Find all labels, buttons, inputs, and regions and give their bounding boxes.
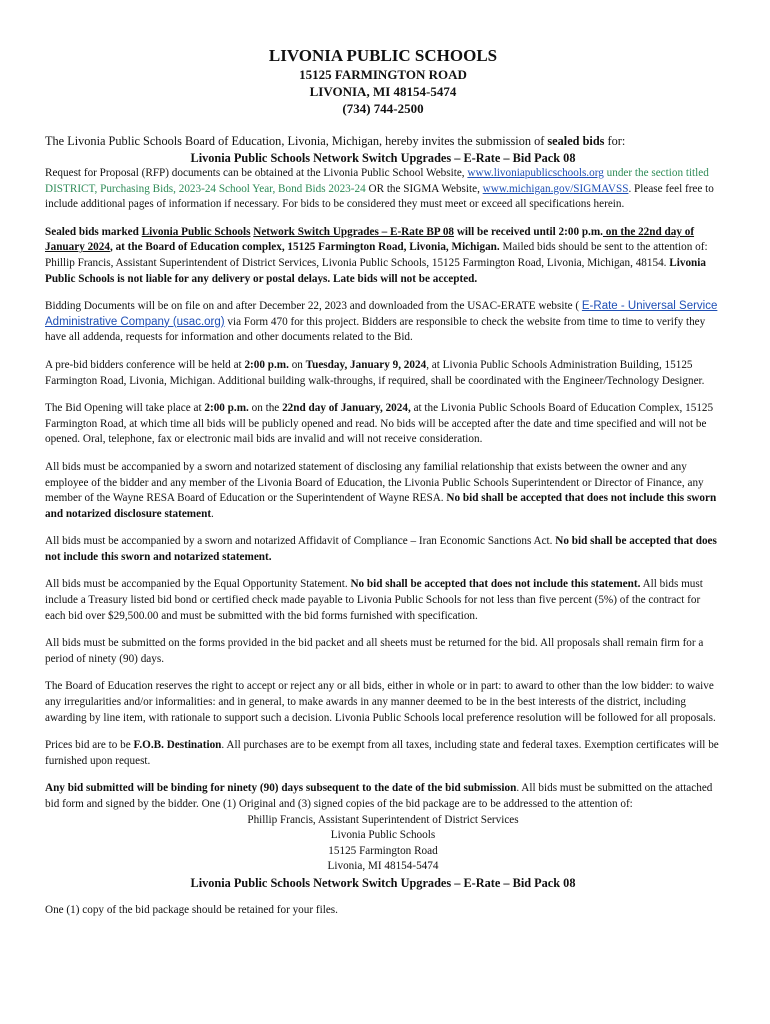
org-street: 15125 FARMINGTON ROAD (299, 67, 467, 82)
invitation-paragraph: The Livonia Public Schools Board of Education, Livonia, Michigan, hereby invites the submission of sealed bids for: (45, 134, 626, 148)
submission-address (45, 813, 721, 875)
prices-paragraph: Prices bid are to be F.O.B. Destination. All purchases are to be exempt from all taxes, including state and federal taxes. Exemption certificates will be furnished upon request. (45, 739, 719, 767)
equal-opportunity-paragraph: All bids must be accompanied by the Equal Opportunity Statement. No bid shall be accepted that does not include this statement. All bids must include a Treasury listed bid bond or certified check made payable to Livonia Public Schools for not less than five percent (5%) of the contract for each bid over $29,500.00 and must be submitted with the bid forms furnished with specification. (45, 578, 703, 622)
iran-sanctions-paragraph: All bids must be accompanied by a sworn and notarized Affidavit of Compliance – Iran Economic Sanctions Act. No bid shall be accepted that does not include this sworn and notarized statement. (45, 535, 717, 563)
bidding-documents-paragraph: Bidding Documents will be on file on and after December 22, 2023 and downloaded from the USAC-ERATE website ( E-Rate - Universal Service Administrative Company (usac.org) via Form 470 for this project. Bidders are responsible to check the website from time to time to verify they have all addenda, requests for information and other documents related to the Bid. (45, 300, 718, 344)
org-city: LIVONIA, MI 48154-5474 (309, 84, 457, 99)
rfp-paragraph: Request for Proposal (RFP) documents can be obtained at the Livonia Public School Website, www.livoniapublicschools.org under the section titled DISTRICT, Purchasing Bids, 2023-24 School Year, Bond Bids 2023-24 OR the SIGMA Website, www.michigan.gov/SIGMAVSS. Please feel free to include additional pages of information if necessary. For bids to be considered they must meet or exceed all specifications herein. (45, 167, 714, 211)
bid-subject-title: Livonia Public Schools Network Switch Upgrades – E-Rate – Bid Pack 08 (190, 151, 576, 165)
closing-paragraph: One (1) copy of the bid package should be retained for your files. (45, 903, 338, 916)
bid-forms-paragraph: All bids must be submitted on the forms provided in the bid packet and all sheets must be returned for the bid. All proposals shall remain firm for a period of ninety (90) days. (45, 637, 704, 665)
letterhead (45, 46, 721, 117)
sealed-bids-paragraph: Sealed bids marked Livonia Public Schools Network Switch Upgrades – E-Rate BP 08 will be received until 2:00 p.m. on the 22nd day of January 2024, at the Board of Education complex, 15125 Farmington Road, Livonia, Michigan. Mailed bids should be sent to the attention of: Phillip Francis, Assistant Superintendent of District Services, Livonia Public Schools, 15125 Farmington Road, Livonia, Michigan, 48154. Livonia Public Schools is not liable for any delivery or postal delays. Late bids will not be accepted. (45, 225, 708, 285)
address-line: Livonia Public Schools (330, 829, 436, 842)
purchasing-bids-path: under the section titled DISTRICT, Purchasing Bids, 2023-24 School Year, Bond Bids 2023-24 (45, 167, 709, 195)
familial-disclosure-paragraph: All bids must be accompanied by a sworn and notarized statement of disclosing any familial relationship that exists between the owner and any employee of the bidder and any member of the Livonia Board of Education, the Livonia Public Schools Superintendent or Director of Finance, any member of the Wayne RESA Board of Education or the Superintendent of Wayne RESA. No bid shall be accepted that does not include this sworn and notarized disclosure statement. (45, 460, 717, 520)
binding-paragraph: Any bid submitted will be binding for ninety (90) days subsequent to the date of the bid submission. All bids must be submitted on the attached bid form and signed by the bidder. One (1) Original and (3) signed copies of the bid package are to be addressed to the attention of: (45, 782, 713, 810)
prebid-conference-paragraph: A pre-bid bidders conference will be held at 2:00 p.m. on Tuesday, January 9, 2024, at Livonia Public Schools Administration Building, 15125 Farmington Road, Livonia, Michigan. Additional building walk-throughs, if required, shall be coordinated with the Engineer/Technology Designer. (45, 358, 705, 387)
board-rights-paragraph: The Board of Education reserves the right to accept or reject any or all bids, either in whole or in part: to award to other than the low bidder: to waive any irregularities and/or informalities: and in general, to make awards in any manner deemed to be in the best interests of the district, including awarding by line item, with rationale to support such a decision. Livonia Public Schools local preference resolution will be followed for all proposals. (45, 680, 716, 724)
sigma-website-link[interactable]: www.michigan.gov/SIGMAVSS (482, 182, 629, 195)
lps-website-link[interactable]: www.livoniapublicschools.org (467, 167, 604, 179)
address-subject-title: Livonia Public Schools Network Switch Upgrades – E-Rate – Bid Pack 08 (190, 875, 576, 890)
org-name: LIVONIA PUBLIC SCHOOLS (268, 46, 498, 65)
address-line: Phillip Francis, Assistant Superintendent of District Services (247, 813, 519, 826)
usac-erate-link[interactable]: E-Rate - Universal Service Administrative Company (usac.org) (45, 300, 718, 328)
bid-opening-paragraph: The Bid Opening will take place at 2:00 p.m. on the 22nd day of January, 2024, at the Livonia Public Schools Board of Education Complex, 15125 Farmington Road, at which time all bids will be publicly opened and read. No bids will be accepted after the date and time specified and will not be opened. Oral, telephone, fax or electronic mail bids are invalid and will not receive consideration. (45, 402, 714, 446)
document-page (45, 46, 721, 919)
org-phone: (734) 744-2500 (342, 101, 424, 116)
address-line: Livonia, MI 48154-5474 (327, 860, 439, 873)
address-line: 15125 Farmington Road (328, 844, 438, 857)
